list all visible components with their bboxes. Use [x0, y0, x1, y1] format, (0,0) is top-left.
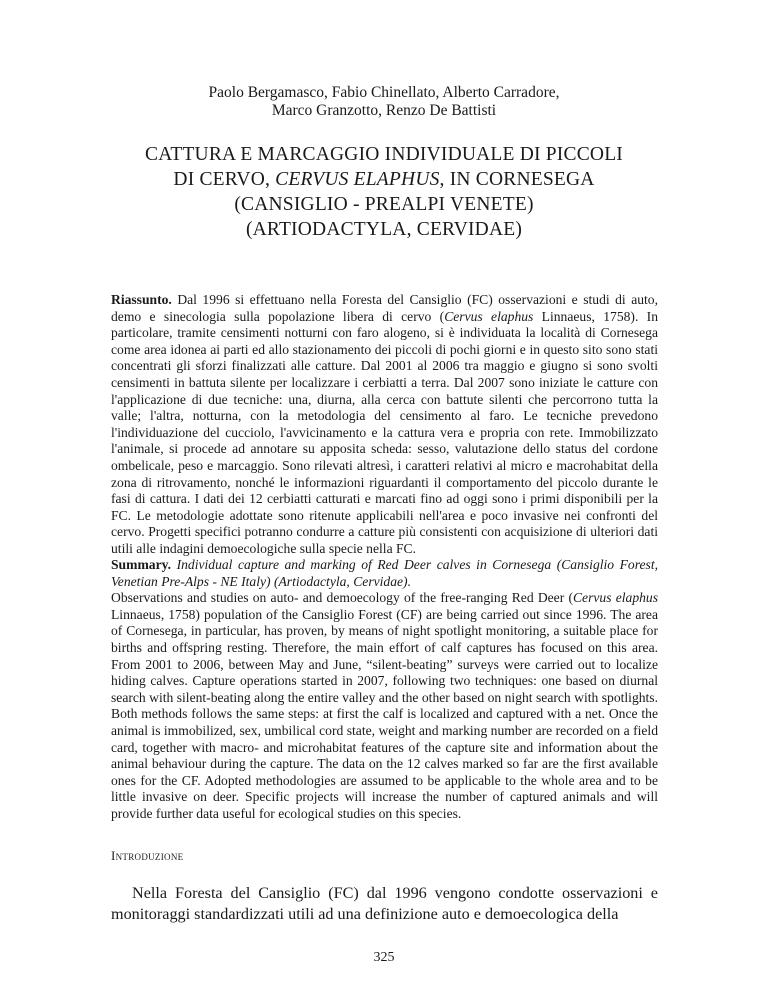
riassunto-species: Cervus elaphus [444, 308, 534, 324]
summary-species: Cervus elaphus [572, 590, 658, 606]
riassunto-text-2: Linnaeus, 1758). In particolare, tramite censimenti notturni con faro alogeno, si è individuata la località di Cornesega come area idonea ai parti ed allo stazionamento dei piccoli di pochi giorni e in questo sito sono stati concentrati gli sforzi finalizzati alle catture. Dal 2001 al 2006 tra maggio e giugno si sono svolti censimenti in battuta silente per localizzare i cerbiatti a terra. Dal 2007 sono iniziate le catture con l'applicazione di due tecniche: una, diurna, alla cerca con battute silenti che percorrono tutta la valle; l'altra, notturna, con la metodologia del censimento al faro. Le tecniche prevedono l'individuazione del cucciolo, l'avvicinamento e la cattura vera e propria con rete. Immobilizzato l'animale, si procede ad annotare su apposita scheda: sesso, valutazione dello status del cordone ombelicale, peso e marcaggio. Sono rilevati altresì, i caratteri relativi al micro e macrohabitat della zona di ritrovamento, nonché le informazioni riguardanti il comportamento del piccolo durante le fasi di cattura. I dati dei 12 cerbiatti catturati e marcati fino ad oggi sono i primi disponibili per la FC. Le metodologie adottate sono ritenute applicabili nell'area e poco invasive nei confronti del cervo. Progetti specifici potranno condurre a catture più consistenti con acquisizione di ulteriori dati utili alle indagini demoecologiche sulla specie nella FC. [111, 308, 658, 556]
riassunto-label: Riassunto. [111, 292, 172, 307]
title-line-1: CATTURA E MARCAGGIO INDIVIDUALE DI PICCOLI [145, 144, 623, 165]
title-species: CERVUS ELAPHUS [275, 169, 440, 190]
summary-title-en: Individual capture and marking of Red Deer calves in Cornesega (Cansiglio Forest, Venetian Pre-Alps - NE Italy) (Artiodactyla, Cervidae). [111, 557, 658, 589]
section-heading-introduzione: Introduzione [111, 848, 184, 863]
title-line-2-pre: DI CERVO, [173, 169, 276, 190]
paper-title [0, 142, 768, 242]
summary-text-2: Linnaeus, 1758) population of the Cansiglio Forest (CF) are being carried out since 1996. The area of Cornesega, in particular, has proven, by means of night spotlight monitoring, a suitable place for births and offspring resting. Therefore, the main effort of calf captures has focused on this area. From 2001 to 2006, between May and June, “silent-beating” surveys were carried out to localize hiding calves. Capture operations started in 2007, following two techniques: one based on diurnal search with silent-beating along the entire valley and the other based on night search with spotlights. Both methods follows the same steps: at first the calf is localized and captured with a net. Once the animal is immobilized, sex, umbilical cord state, weight and marking number are recorded on a field card, together with macro- and microhabitat features of the capture site and information about the animal behaviour during the capture. The data on the 12 calves marked so far are the first available ones for the CF. Adopted methodologies are assumed to be applicable to the whole area and to be little invasive on deer. Specific projects will increase the number of captured animals and will provide further data useful for ecological studies on this species. [111, 606, 658, 821]
author-line-1: Paolo Bergamasco, Fabio Chinellato, Alberto Carradore, [208, 84, 560, 101]
summary-label: Summary. [111, 557, 172, 572]
author-list [0, 84, 768, 120]
riassunto-text-1: Dal 1996 si effettuano nella Foresta del Cansiglio (FC) osservazioni e studi di auto, demo e sinecologia sulla popolazione libera di cervo ( [111, 292, 658, 324]
title-line-2 [0, 167, 768, 192]
summary-paragraph [111, 557, 658, 823]
page-number: 325 [373, 950, 395, 965]
title-line-2-post: , IN CORNESEGA [439, 169, 595, 190]
riassunto-paragraph [111, 292, 658, 558]
title-line-4: (ARTIODACTYLA, CERVIDAE) [245, 219, 523, 240]
title-line-3: (CANSIGLIO - PREALPI VENETE) [234, 194, 534, 215]
introduzione-paragraph: Nella Foresta del Cansiglio (FC) dal 1996 vengono condotte osservazioni e monitoraggi standardizzati utili ad una definizione auto e demoecologica della [111, 884, 658, 923]
author-line-2: Marco Granzotto, Renzo De Battisti [271, 102, 497, 119]
summary-text-1: Observations and studies on auto- and demoecology of the free-ranging Red Deer ( [111, 590, 573, 606]
